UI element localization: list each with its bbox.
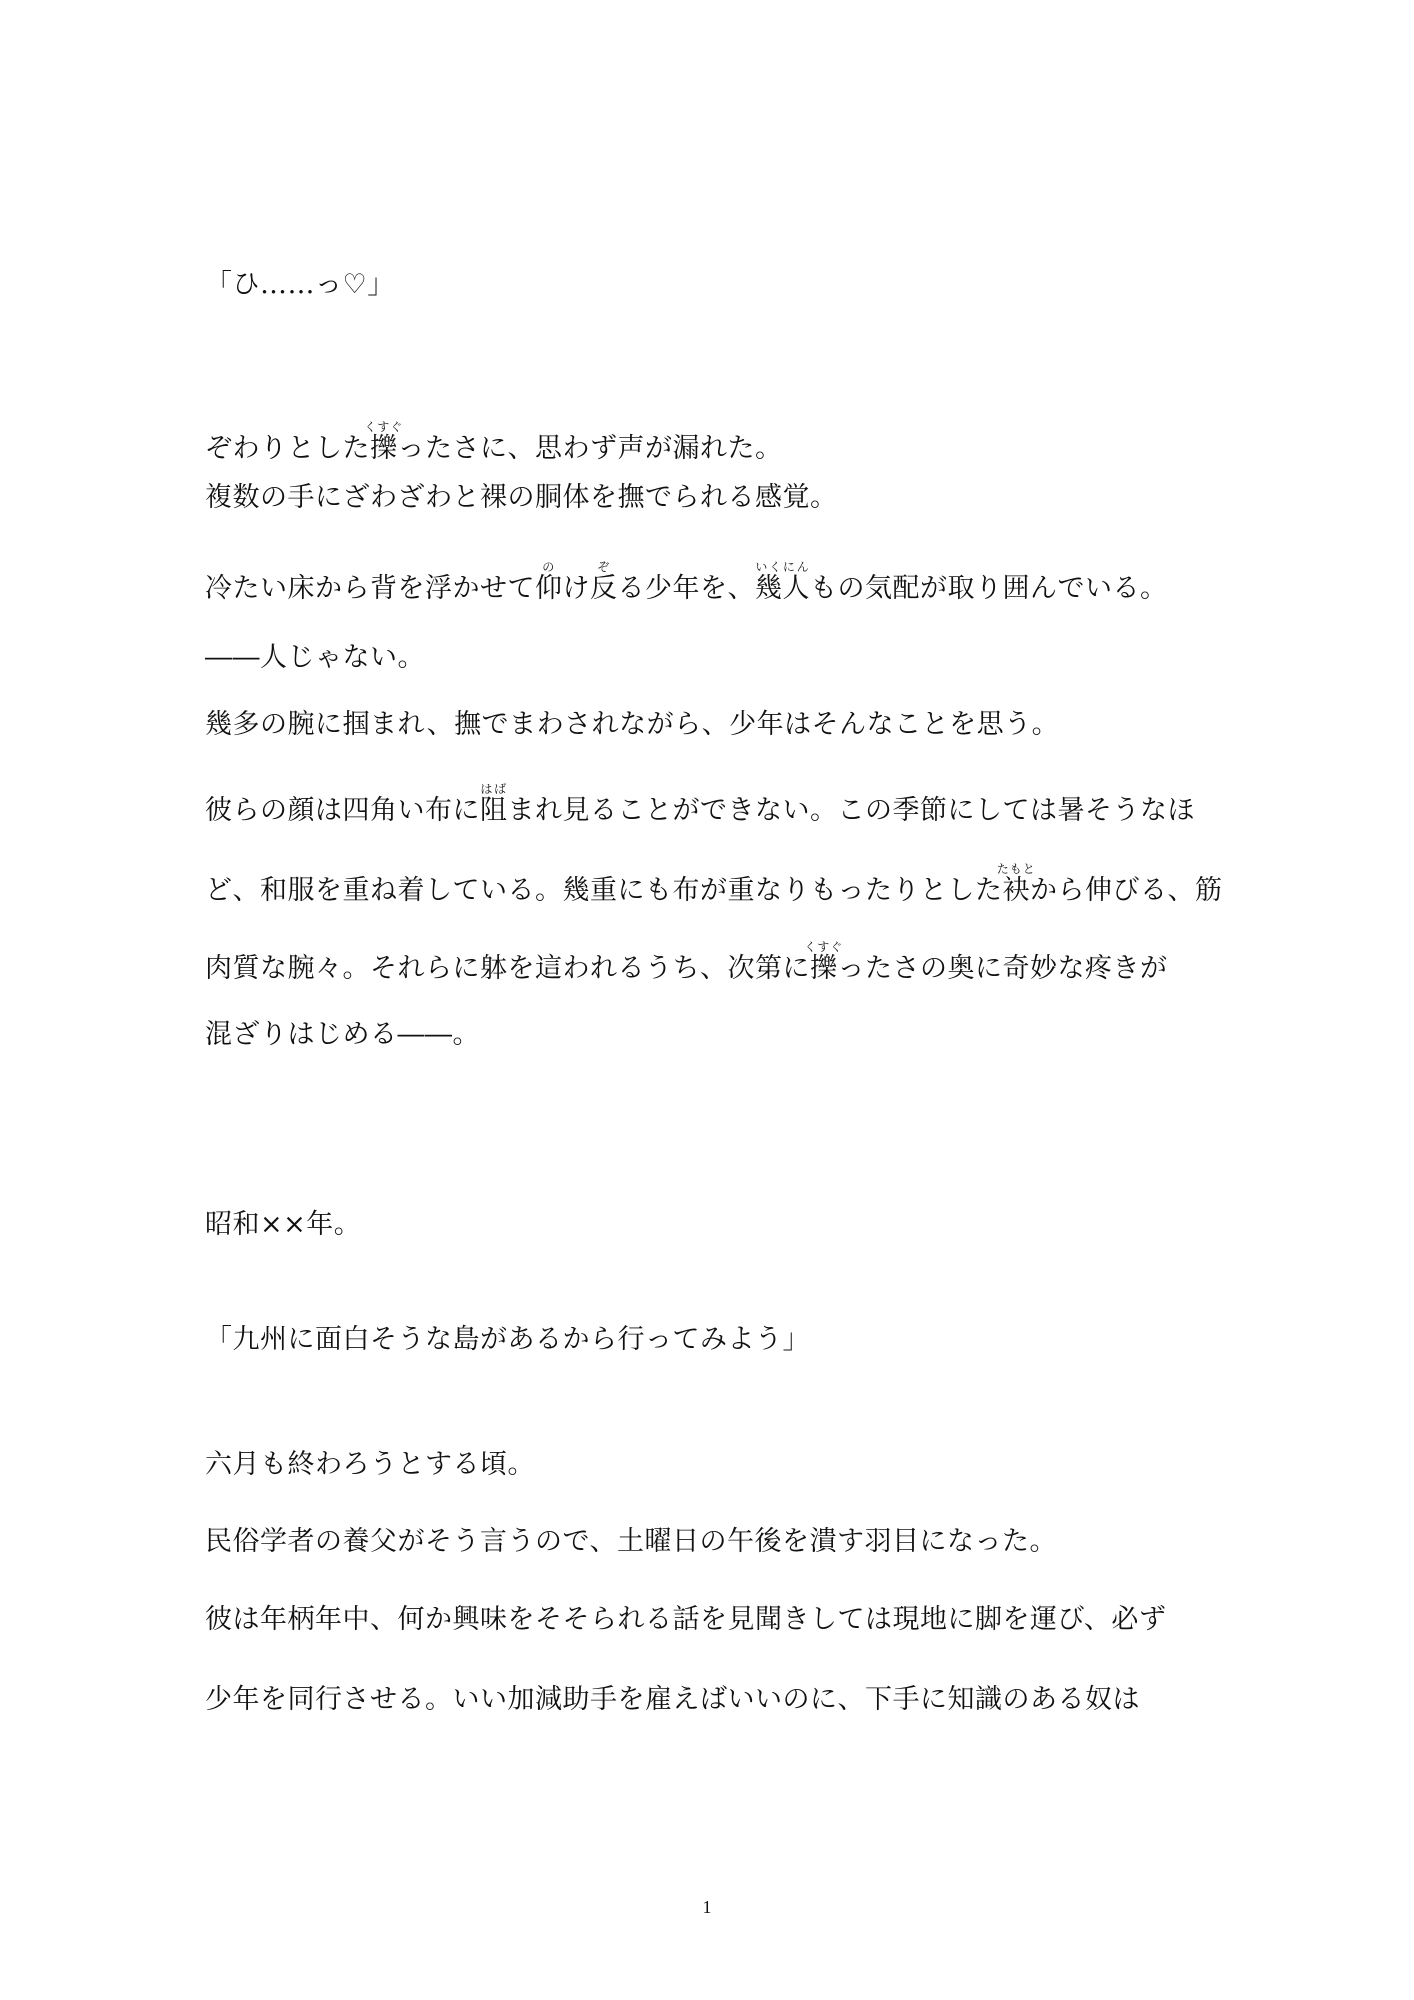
ruby-base: 仰: [535, 573, 563, 604]
text-segment: 六月も終わろうとする頃。: [205, 1449, 535, 1480]
ruby-reading: ぞ: [590, 560, 618, 574]
text-segment: もの気配が取り囲んでいる。: [810, 573, 1168, 604]
text-segment: 複数の手にざわざわと裸の胴体を撫でられる感覚。: [205, 482, 838, 513]
text-segment: 彼は年柄年中、何か興味をそそられる話を見聞きしては現地に脚を運び、必ず: [205, 1604, 1167, 1635]
ruby-reading: はば: [480, 782, 508, 796]
text-segment: 少年を同行させる。いい加減助手を雇えばいいのに、下手に知識のある奴は: [205, 1684, 1140, 1715]
text-line: [205, 1600, 1166, 1640]
text-line: [205, 265, 395, 305]
ruby-reading: の: [535, 560, 563, 574]
ruby-reading: くすぐ: [804, 940, 844, 954]
text-segment: から伸びる、筋: [1030, 875, 1223, 906]
text-line: [205, 705, 1059, 745]
text-segment: 「九州に面白そうな島があるから行ってみよう」: [205, 1324, 810, 1355]
text-segment: まれ見ることができない。この季節にしては暑そうなほ: [507, 795, 1195, 826]
text-line: [205, 420, 783, 469]
ruby-base: 幾人: [755, 573, 810, 604]
ruby-annotated-word: [364, 420, 404, 464]
ruby-annotated-word: [804, 940, 844, 984]
ruby-annotated-word: [755, 560, 810, 604]
text-line: [205, 940, 1168, 989]
text-line: [205, 1320, 810, 1360]
text-segment: 民俗学者の養父がそう言うので、土曜日の午後を潰す羽目になった。: [205, 1526, 1057, 1557]
text-segment: 混ざりはじめる――。: [205, 1019, 480, 1050]
ruby-annotated-word: [590, 560, 618, 604]
text-segment: 「ひ……っ♡」: [205, 269, 395, 300]
text-line: [205, 1680, 1140, 1720]
text-line: [205, 1015, 480, 1055]
text-line: [205, 1205, 361, 1245]
ruby-reading: たもと: [996, 862, 1036, 876]
ruby-base: 擽: [804, 953, 844, 984]
text-line: [205, 1522, 1057, 1562]
text-segment: ど、和服を重ね着している。幾重にも布が重なりもったりとした: [205, 875, 1003, 906]
ruby-reading: くすぐ: [364, 420, 404, 434]
text-line: [205, 478, 838, 518]
text-line: [205, 862, 1223, 911]
ruby-base: 袂: [996, 875, 1036, 906]
text-segment: 冷たい床から背を浮かせて: [205, 573, 535, 604]
text-line: [205, 638, 425, 678]
text-segment: 彼らの顔は四角い布に: [205, 795, 480, 826]
text-segment: ったさの奥に奇妙な疼きが: [837, 953, 1168, 984]
ruby-annotated-word: [535, 560, 563, 604]
text-segment: ぞわりとした: [205, 433, 370, 464]
text-segment: ったさに、思わず声が漏れた。: [397, 433, 783, 464]
ruby-reading: いくにん: [755, 560, 810, 574]
text-line: [205, 1445, 535, 1485]
text-segment: ――人じゃない。: [205, 642, 425, 673]
text-line: [205, 560, 1168, 609]
page-number: 1: [702, 1897, 712, 1917]
text-segment: け: [562, 573, 590, 604]
ruby-base: 反: [590, 573, 618, 604]
text-segment: る少年を、: [617, 573, 755, 604]
text-line: [205, 782, 1195, 831]
text-segment: 肉質な腕々。それらに躰を這われるうち、次第に: [205, 953, 810, 984]
ruby-base: 阻: [480, 795, 508, 826]
text-segment: 昭和××年。: [205, 1209, 362, 1240]
ruby-base: 擽: [364, 433, 404, 464]
ruby-annotated-word: [480, 782, 508, 826]
ruby-annotated-word: [996, 862, 1036, 906]
text-segment: 幾多の腕に掴まれ、撫でまわされながら、少年はそんなことを思う。: [205, 709, 1060, 740]
